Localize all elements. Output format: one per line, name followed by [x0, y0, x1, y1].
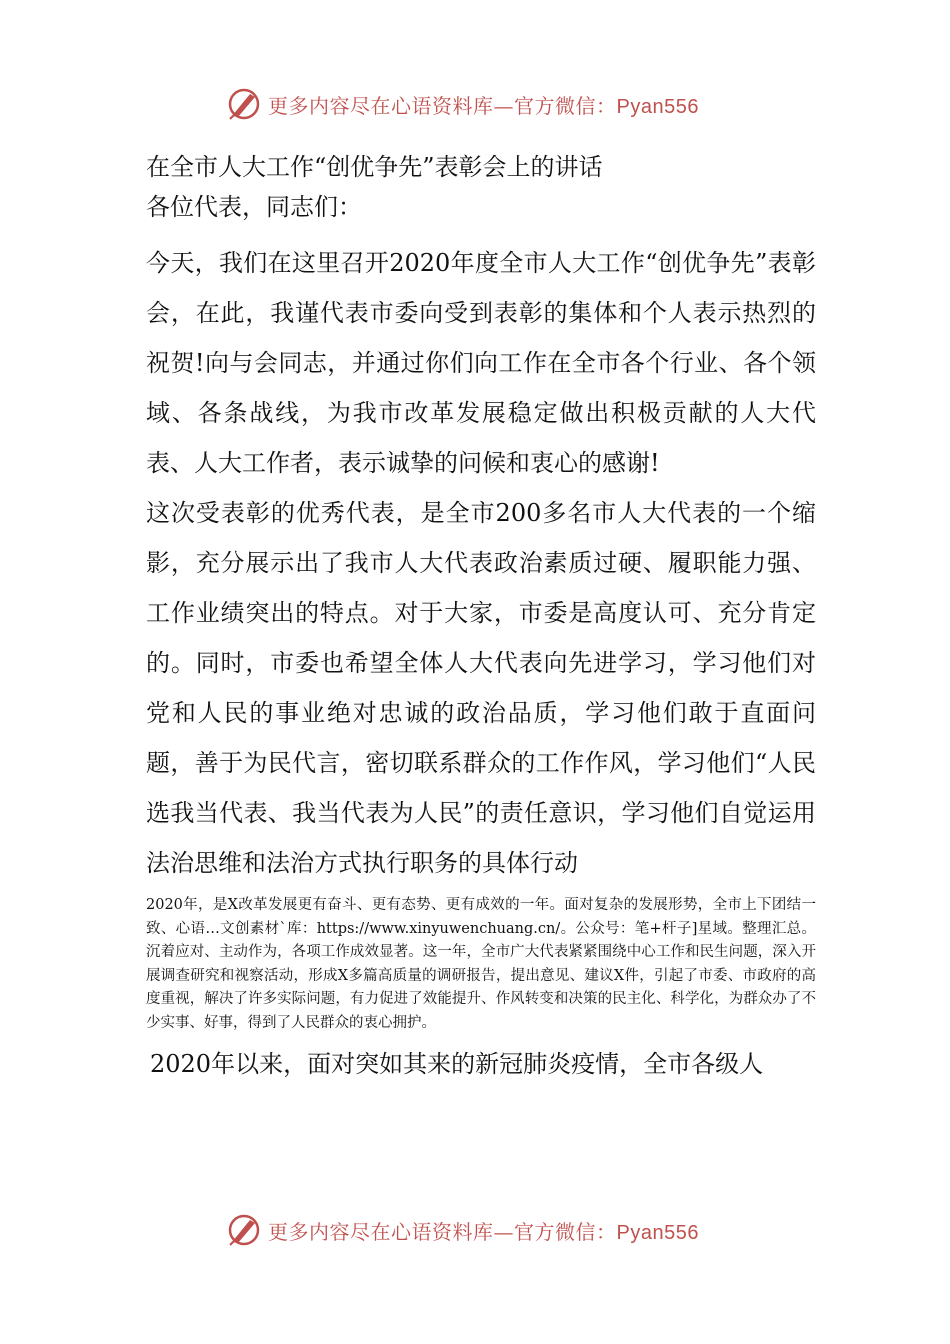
header-banner	[226, 86, 726, 122]
quill-pen-logo-icon	[226, 1212, 262, 1248]
document-title: 在全市人大工作“创优争先”表彰会上的讲话	[146, 153, 603, 181]
banner-text: 更多内容尽在心语资料库—官方微信：Pyan556	[268, 93, 699, 118]
salutation: 各位代表，同志们：	[146, 193, 362, 221]
paragraph-3-start: 2020年以来，面对突如其来的新冠肺炎疫情，全市各级人	[150, 1050, 764, 1078]
paragraph-2: 这次受表彰的优秀代表，是全市200多名市人大代表的一个缩影，充分展示出了我市人大代表政治素质过硬、履职能力强、工作业绩突出的特点。对于大家，市委是高度认可、充分肯定的。同时，市委也希望全体人大代表向先进学习，学习他们对党和人民的事业绝对忠诚的政治品质，学习他们敢于直面问题，善于为民代言，密切联系群众的工作作风，学习他们“人民选我当代表、我当代表为人民”的责任意识，学习他们自觉运用法治思维和法治方式执行职务的具体行动	[146, 499, 816, 877]
banner-text: 更多内容尽在心语资料库—官方微信：Pyan556	[268, 1219, 699, 1244]
quill-pen-logo-icon	[226, 86, 262, 122]
document-body	[146, 150, 816, 1089]
paragraph-1: 今天，我们在这里召开2020年度全市人大工作“创优争先”表彰会，在此，我谨代表市委向受到表彰的集体和个人表示热烈的祝贺!向与会同志，并通过你们向工作在全市各个行业、各个领域、各条战线，为我市改革发展稳定做出积极贡献的人大代表、人大工作者，表示诚挚的问候和衷心的感谢!	[146, 249, 816, 477]
footer-banner	[226, 1212, 726, 1248]
small-paragraph: 2020年，是X改革发展更有奋斗、更有态势、更有成效的一年。面对复杂的发展形势，全市上下团结一致、心语…文创素材`库：https://www.xinyuwenchuang.cn/。公众号：笔+杆子]星域。整理汇总。沉着应对、主动作为，各项工作成效显著。这一年，全市广大代表紧紧围绕中心工作和民生问题，深入开展调查研究和视察活动，形成X多篇高质量的调研报告，提出意见、建议X件，引起了市委、市政府的高度重视，解决了许多实际问题，有力促进了效能提升、作风转变和决策的民主化、科学化，为群众办了不少实事、好事，得到了人民群众的衷心拥护。	[146, 897, 816, 1031]
